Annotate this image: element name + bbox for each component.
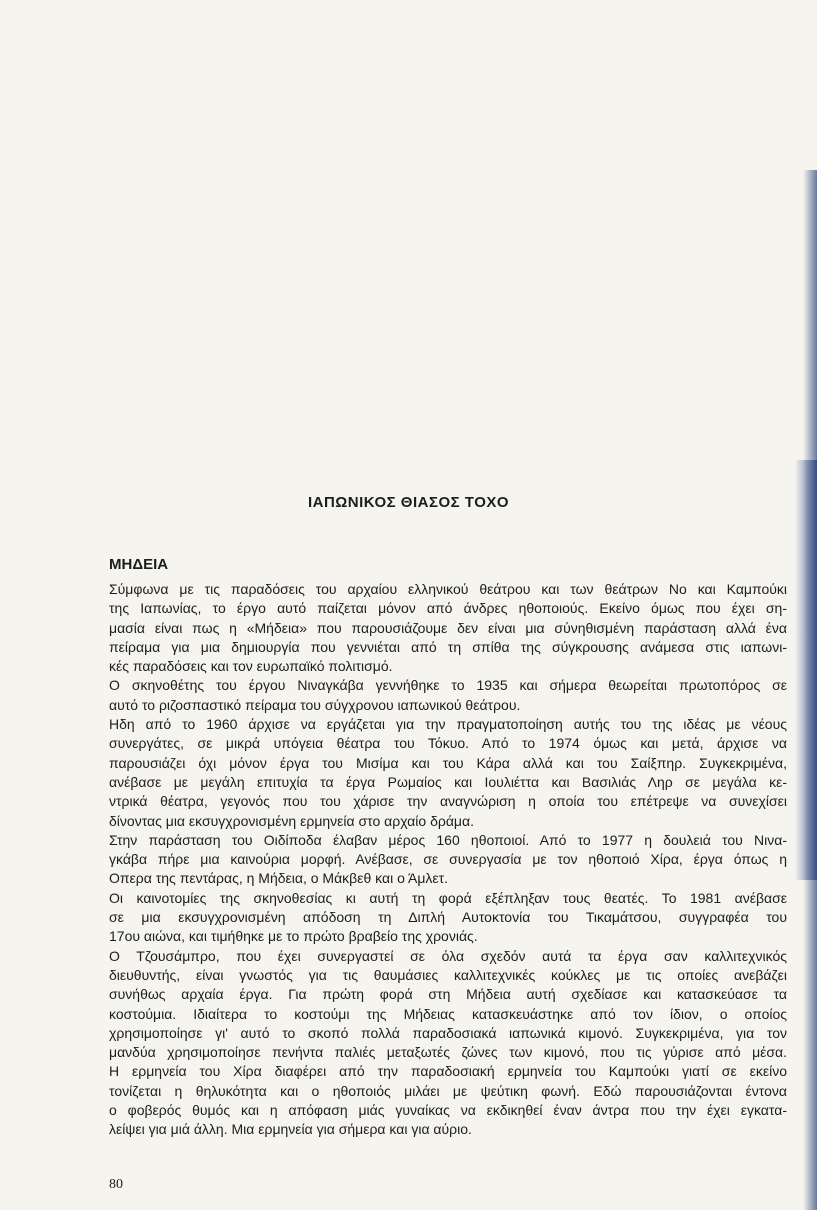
text-line: μανδύα χρησιμοποίησε πενήντα παλιές μεταξωτές ζώνες των κιμονό, που τις γύρισε από μέσα. [109,1044,787,1061]
text-line: διευθυντής, είναι γνωστός για τις θαυμάσιες καλλιτεχνικές κούκλες με τις οποίες ανεβάζει [109,966,787,983]
text-line: παρουσιάζει όχι μόνον έργα του Μισίμα και του Κάρα αλλά και του Σαίξπηρ. Συγκεκριμένα, [109,754,787,771]
text-line: συνήθως αρχαία έργα. Για πρώτη φορά στη Μήδεια αυτή σχεδίασε και κατασκεύασε τα [109,986,787,1003]
text-line: γκάβα πήρε μια καινούρια μορφή. Ανέβασε, σε συνεργασία με τον ηθοποιό Χίρα, έργα όπως η [109,851,787,868]
section-heading: ΜΗΔΕΙΑ [109,556,169,573]
text-line: τονίζεται η θηλυκότητα και ο ηθοποιός μιλάει με ψεύτικη φωνή. Εδώ παρουσιάζονται έντονα [109,1082,787,1099]
text-line: ο φοβερός θυμός και η απόφαση μιάς γυναίκας να εκδικηθεί έναν άντρα που την έχει εγκατα- [109,1102,787,1119]
page-title: ΙΑΠΩΝΙΚΟΣ ΘΙΑΣΟΣ ΤΟΧΟ [307,494,510,511]
page-edge-stain-dark [795,460,817,880]
text-line: χρησιμοποίησε γι' αυτό το σκοπό πολλά παραδοσιακά ιαπωνικά κιμονό. Συγκεκριμένα, για τον [109,1024,787,1041]
text-line: της Ιαπωνίας, το έργο αυτό παίζεται μόνον από άνδρες ηθοποιούς. Εκείνο όμως που έχει ση- [109,600,787,617]
text-line: κοστούμια. Ιδιαίτερα το κοστούμι της Μήδειας κατασκευάστηκε από τον ίδιον, ο οποίος [109,1005,787,1022]
text-line: συνεργάτες, σε μικρά υπόγεια θέατρα του Τόκυο. Από το 1974 όμως και μετά, άρχισε να [109,735,787,752]
body-text [109,580,787,1140]
text-line: ανέβασε με μεγάλη επιτυχία τα έργα Ρωμαίος και Ιουλιέττα και Βασιλιάς Ληρ σε μεγάλα κε- [109,773,787,790]
text-line: Ηδη από το 1960 άρχισε να εργάζεται για την πραγματοποίηση αυτής του της ιδέας με νέους [109,716,787,733]
text-line: μασία είναι πως η «Μήδεια» που παρουσιάζουμε δεν είναι μια σύνηθισμένη παράσταση αλλά ένα [109,619,787,636]
text-line: Σύμφωνα με τις παραδόσεις του αρχαίου ελληνικού θεάτρου και των θεάτρων Νο και Καμπούκι [109,581,787,597]
text-line: αυτό το ριζοσπαστικό πείραμα του σύγχρονου ιαπωνικού θεάτρου. [109,696,521,713]
text-line: Ο σκηνοθέτης του έργου Νιναγκάβα γεννήθηκε το 1935 και σήμερα θεωρείται πρωτοπόρος σε [109,677,787,694]
text-line: 17ου αιώνα, και τιμήθηκε με το πρώτο βραβείο της χρονιάς. [109,928,478,945]
text-line: δίνοντας μια εκσυγχρονισμένη ερμηνεία στο αρχαίο δράμα. [109,812,474,829]
text-line: σε μια εκσυγχρονισμένη απόδοση τη Διπλή Αυτοκτονία του Τικαμάτσου, συγγραφέα του [109,909,787,926]
text-line: κές παραδόσεις και τον ευρωπαϊκό πολιτισμό. [109,658,393,675]
text-line: Στην παράσταση του Οιδίποδα έλαβαν μέρος 160 ηθοποιοί. Από το 1977 η δουλειά του Νινα- [109,831,787,848]
text-line: Οπερα της πεντάρας, η Μήδεια, ο Μάκβεθ και ο Άμλετ. [109,870,449,887]
text-line: ντρικά θέατρα, γεγονός που του χάρισε την αναγνώριση η οποία του επέτρεψε να συνεχίσει [109,793,787,810]
text-line: Ο Τζουσάμπρο, που έχει συνεργαστεί σε όλα σχεδόν αυτά τα έργα σαν καλλιτεχνικός [109,947,787,964]
text-line: λείψει για μιά άλλη. Μια ερμηνεία για σήμερα και για αύριο. [109,1121,472,1138]
page-number: 80 [109,1177,123,1192]
text-line: πείραμα για μια δημιουργία που γεννιέται από τη σπίθα της σύγκρουσης ανάμεσα στις ιαπωνι- [109,638,787,655]
text-line: Η ερμηνεία του Χίρα διαφέρει από την παραδοσιακή ερμηνεία του Καμπούκι γιατί σε εκείνο [109,1063,787,1080]
text-line: Οι καινοτομίες της σκηνοθεσίας κι αυτή τη φορά εξέπληξαν τους θεατές. Το 1981 ανέβασε [109,889,787,906]
